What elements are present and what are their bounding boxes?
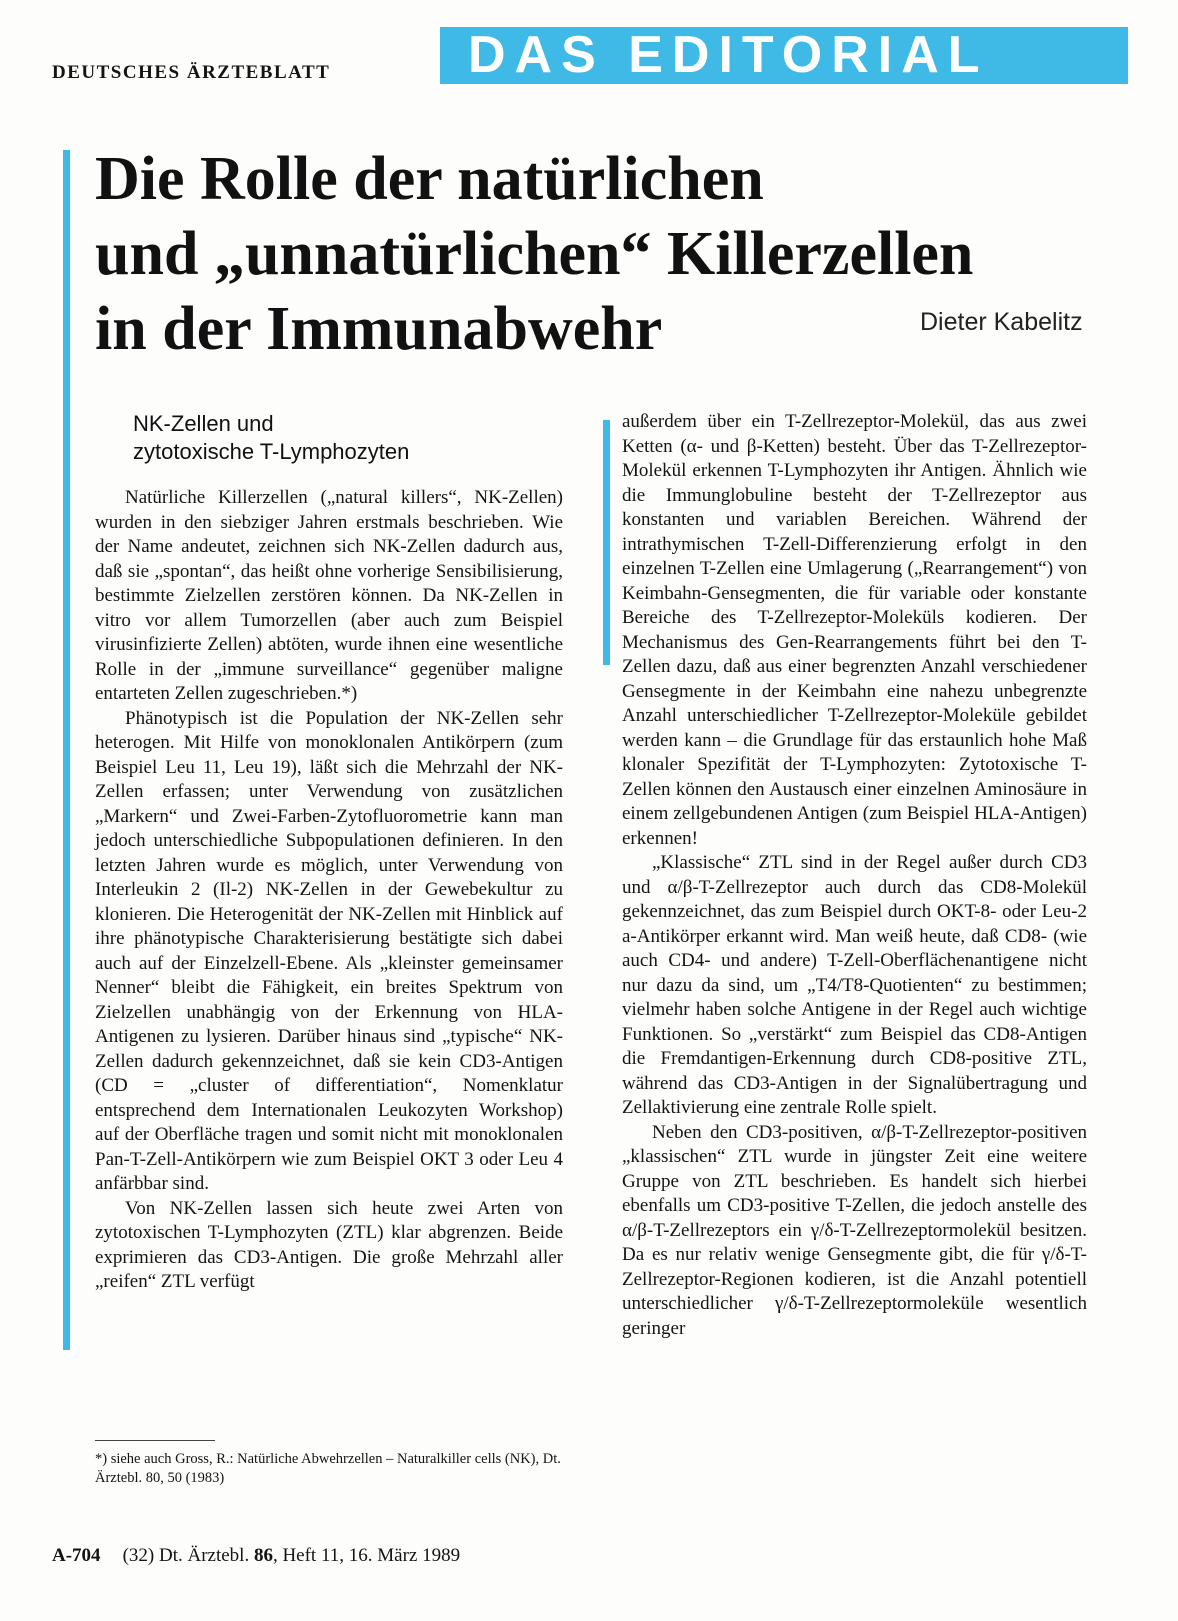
page-number: A-704 <box>52 1545 101 1566</box>
page-footer <box>52 1545 460 1567</box>
section-banner: DAS EDITORIAL <box>440 27 1128 84</box>
right-column <box>622 410 1087 1341</box>
left-column <box>95 486 563 1295</box>
subheading-line: NK-Zellen und <box>133 411 274 436</box>
body-paragraph: Neben den CD3-positiven, α/β-T-Zellrezeptor-positiven „klassischen“ ZTL wurde in jüngster Zeit eine weitere Gruppe von ZTL beschrieben. Es handelt sich hierbei ebenfalls um CD3-positive T-Zellen, die jedoch anstelle des α/β-T-Zellrezeptors ein γ/δ-T-Zellrezeptormolekül besitzen. Da es nur relativ wenige Gensegmente gibt, die für γ/δ-T-Zellrezeptor-Regionen kodieren, ist die Anzahl potentiell unterschiedlicher γ/δ-T-Zellrezeptormoleküle wesentlich geringer <box>622 1121 1087 1339</box>
issue-prefix: (32) Dt. Ärztebl. <box>122 1545 250 1566</box>
masthead: DEUTSCHES ÄRZTEBLATT <box>52 62 331 83</box>
body-paragraph: „Klassische“ ZTL sind in der Regel außer durch CD3 und α/β-T-Zellrezeptor auch durch das CD8-Molekül gekennzeichnet, das zum Beispiel durch OKT-8- oder Leu-2 a-Antikörper erkannt wird. Man weiß heute, daß CD8- (wie auch CD4- und andere) T-Zell-Oberflächenantigene nicht nur dazu da sind, um „T4/T8-Quotienten“ zu bestimmen; vielmehr haben solche Antigene in der Regel auch wichtige Funktionen. So „verstärkt“ zum Beispiel das CD8-Antigen die Fremdantigen-Erkennung durch CD8-positive ZTL, während das CD3-Antigen in der Signalübertragung und Zellaktivierung eine zentrale Rolle spielt. <box>622 852 1087 1118</box>
subheading-line: zytotoxische T-Lymphozyten <box>133 439 410 464</box>
body-paragraph: Phänotypisch ist die Population der NK-Zellen sehr heterogen. Mit Hilfe von monoklonalen Antikörpern (zum Beispiel Leu 11, Leu 19), läßt sich die Mehrzahl der NK-Zellen erfassen; unter Verwendung von zusätzlichen „Markern“ und Zwei-Farben-Zytofluorometrie kann man jedoch unterschiedliche Subpopulationen definieren. In den letzten Jahren wurde es möglich, unter Verwendung von Interleukin 2 (Il-2) NK-Zellen in der Gewebekultur zu klonieren. Die Heterogenität der NK-Zellen mit Hinblick auf ihre phänotypische Charakterisierung bestätigte sich dabei auch auf der Einzelzell-Ebene. Als „kleinster gemeinsamer Nenner“ bleibt die Fähigkeit, ein breites Spektrum von Zielzellen unabhängig von der Erkennung von HLA-Antigenen zu lysieren. Darüber hinaus sind „typische“ NK-Zellen dadurch gekennzeichnet, daß sie kein CD3-Antigen (CD = „cluster of differentiation“, Nomenklatur entsprechend dem Internationalen Leukozyten Workshop) auf der Oberfläche tragen und somit nicht mit monoklonalen Pan-T-Zell-Antikörpern wie zum Beispiel OKT 3 oder Leu 4 anfärbbar sind. <box>95 707 563 1194</box>
section-subheading <box>133 410 409 466</box>
author-name: Dieter Kabelitz <box>920 308 1083 336</box>
title-line: und „unnatürlichen“ Killerzellen <box>95 220 974 288</box>
volume-number: 86 <box>253 1545 273 1566</box>
body-paragraph: außerdem über ein T-Zellrezeptor-Molekül, das aus zwei Ketten (α- und β-Ketten) besteht. Über das T-Zellrezeptor-Molekül erkennen T-Lymphozyten ihr Antigen. Ähnlich wie die Immunglobuline besteht der T-Zellrezeptor aus konstanten und variablen Bereichen. Während der intrathymischen T-Zell-Differenzierung erfolgt in den einzelnen T-Zellen eine Umlagerung („Rearrangement“) von Keimbahn-Gensegmenten, die für variable oder konstante Bereiche des T-Zellrezeptor-Moleküls kodieren. Der Mechanismus des Gen-Rearrangements führt bei den T-Zellen dazu, daß aus einer begrenzten Anzahl verschiedener Gensegmente in der Keimbahn eine nahezu unbegrenzte Anzahl unterschiedlicher T-Zellrezeptor-Moleküle gebildet werden kann – die Grundlage für das erstaunlich hohe Maß klonaler Spezifität der T-Lymphozyten: Zytotoxische T-Zellen können den Austausch einer einzelnen Aminosäure in einem zellgebundenen Antigen (zum Beispiel HLA-Antigen) erkennen! <box>622 411 1087 849</box>
body-paragraph: Von NK-Zellen lassen sich heute zwei Arten von zytotoxischen T-Lymphozyten (ZTL) klar abgrenzen. Beide exprimieren das CD3-Antigen. Die große Mehrzahl aller „reifen“ ZTL verfügt <box>95 1197 563 1292</box>
title-line: Die Rolle der natürlichen <box>95 145 764 213</box>
column-accent-bar <box>603 420 610 665</box>
title-accent-bar <box>63 150 70 1350</box>
issue-suffix: , Heft 11, 16. März 1989 <box>272 1545 461 1566</box>
footnote: *) siehe auch Gross, R.: Natürliche Abwehrzellen – Naturalkiller cells (NK), Dt. Ärztebl. 80, 50 (1983) <box>95 1451 561 1486</box>
footnote-divider <box>95 1440 215 1441</box>
article-title <box>95 142 973 367</box>
title-line: in der Immunabwehr <box>95 295 663 363</box>
body-paragraph: Natürliche Killerzellen („natural killers“, NK-Zellen) wurden in den siebziger Jahren erstmals beschrieben. Wie der Name andeutet, zeichnen sich NK-Zellen dadurch aus, daß sie „spontan“, das heißt ohne vorherige Sensibilisierung, bestimmte Zielzellen zerstören können. Da NK-Zellen in vitro vor allem Tumorzellen (aber auch zum Beispiel virusinfizierte Zellen) abtöten, wurde ihnen eine wesentliche Rolle in der „immune surveillance“ gegenüber maligne entarteten Zellen zugeschrieben.*) <box>95 487 563 704</box>
